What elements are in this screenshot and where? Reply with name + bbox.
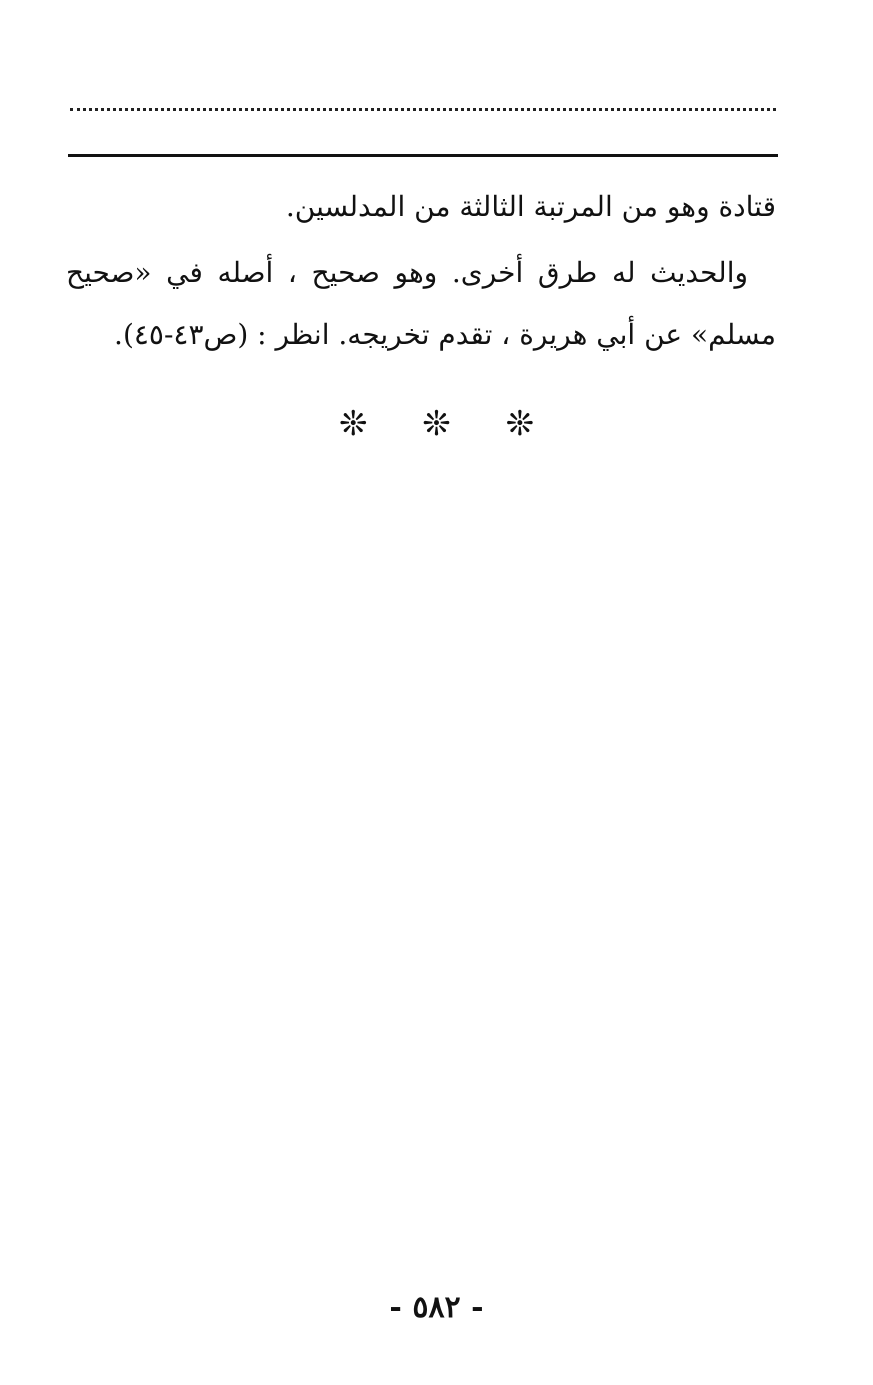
section-separator-stars xyxy=(0,404,873,444)
footnote-paragraph-2-line-1: والحديث له طرق أخرى. وهو صحيح ، أصله في «صحيح xyxy=(66,256,748,289)
footnote-paragraph-2 xyxy=(66,242,776,366)
star-icon: ❊ xyxy=(338,404,368,444)
page-number: - ٥٨٢ - xyxy=(389,1290,484,1325)
footnote-paragraph-2-line-2: مسلم» عن أبي هريرة ، تقدم تخريجه. انظر : (ص٤٣-٤٥). xyxy=(114,318,776,351)
star-icon: ❊ xyxy=(505,404,535,444)
dotted-separator-line xyxy=(70,108,776,111)
footnote-line-1: قتادة وهو من المرتبة الثالثة من المدلسين. xyxy=(285,190,776,223)
star-icon: ❊ xyxy=(422,404,451,444)
footnote-rule xyxy=(68,154,778,157)
